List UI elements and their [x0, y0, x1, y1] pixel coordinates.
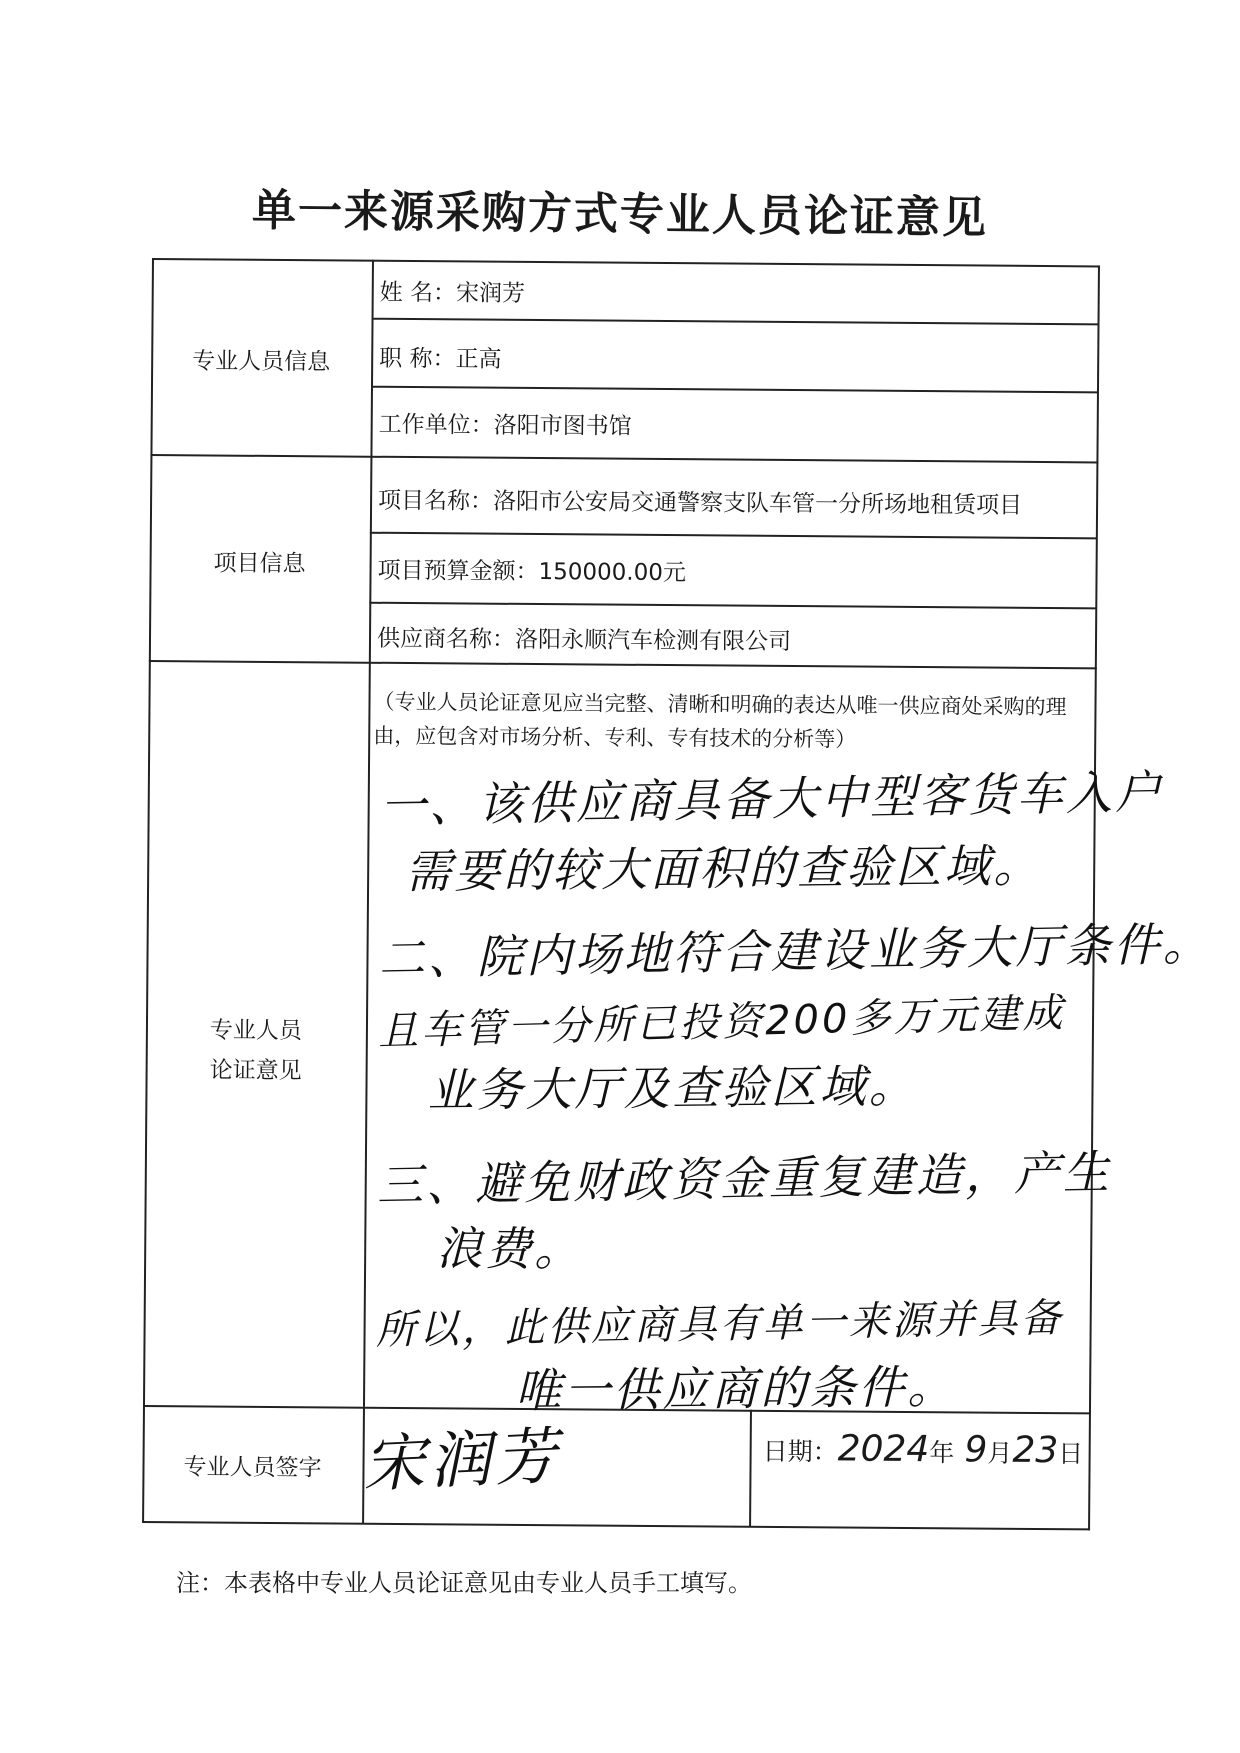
signature-label: 专业人员签字 — [183, 1454, 322, 1482]
row-divider-4 — [369, 602, 1096, 610]
year-label: 年 — [929, 1438, 955, 1468]
opinion-label — [145, 1010, 366, 1092]
page-title: 单一来源采购方式专业人员论证意见 — [251, 185, 989, 244]
date-year: 2024 — [837, 1428, 930, 1471]
employer-label: 工作单位： — [378, 411, 494, 439]
supplier-row — [377, 620, 791, 656]
handwritten-line: 一、该供应商具备大中型客货车入户 — [379, 764, 1165, 834]
opinion-instruction: （专业人员论证意见应当完整、清晰和明确的表达从唯一供应商处采购的理由，应包含对市场分析、专利、专有技术的分析等） — [373, 689, 1067, 752]
budget-row — [377, 552, 686, 587]
table-border-bottom — [142, 1521, 1090, 1530]
date-day: 23 — [1012, 1429, 1059, 1472]
divider-expert-project — [150, 454, 1098, 463]
supplier-value: 洛阳永顺汽车检测有限公司 — [514, 626, 792, 656]
handwritten-line: 业务大厅及查验区域。 — [427, 1058, 918, 1118]
date-label: 日期： — [762, 1436, 838, 1467]
handwritten-line: 浪费。 — [436, 1221, 584, 1277]
handwritten-line: 所以，此供应商具有单一来源并具备 — [375, 1295, 1065, 1354]
handwritten-line: 需要的较大面积的查验区域。 — [405, 838, 1043, 899]
handwritten-line: 二、院内场地符合建设业务大厅条件。 — [378, 916, 1213, 986]
professional-title-value: 正高 — [455, 346, 502, 373]
employer-value: 洛阳市图书馆 — [493, 412, 632, 440]
project-name-row — [378, 482, 1022, 520]
opinion-label-line1: 专业人员 — [209, 1017, 303, 1045]
professional-title-label: 职 称： — [379, 345, 456, 373]
row-divider-2 — [371, 386, 1098, 394]
project-name-value: 洛阳市公安局交通警察支队车管一分所场地租赁项目 — [492, 488, 1023, 519]
supplier-label: 供应商名称： — [376, 625, 516, 653]
budget-label: 项目预算金额： — [377, 557, 539, 586]
name-value: 宋润芳 — [455, 280, 526, 307]
employer-row — [379, 406, 632, 441]
footnote: 注：本表格中专业人员论证意见由专业人员手工填写。 — [176, 1569, 752, 1597]
date-divider — [749, 1410, 752, 1527]
handwritten-line: 三、避免财政资金重复建造，产生 — [376, 1144, 1113, 1213]
name-label: 姓 名： — [379, 279, 457, 307]
divider-project-opinion — [149, 660, 1097, 669]
opinion-label-line2: 论证意见 — [209, 1057, 302, 1085]
table-border-right — [1088, 265, 1100, 1530]
name-row — [380, 274, 526, 308]
table-border-top — [152, 258, 1100, 267]
professional-title-row — [379, 340, 502, 374]
date-field — [763, 1428, 1084, 1472]
project-name-label: 项目名称： — [377, 487, 494, 515]
row-divider-3 — [370, 532, 1097, 540]
project-info-label: 项目信息 — [213, 550, 306, 578]
month-label: 月 — [987, 1438, 1013, 1468]
row-divider-1 — [372, 318, 1099, 326]
table-border-left — [142, 258, 154, 1523]
date-month: 9 — [964, 1429, 988, 1471]
handwritten-line: 且车管一分所已投资200多万元建成 — [377, 990, 1066, 1055]
form-table — [142, 258, 1213, 1530]
handwritten-line: 唯一供应商的条件。 — [514, 1359, 957, 1418]
expert-info-label: 专业人员信息 — [192, 348, 331, 376]
day-label: 日 — [1058, 1439, 1084, 1469]
handwritten-signature: 宋润芳 — [361, 1419, 563, 1501]
column-divider — [363, 260, 374, 1407]
budget-value: 150000.00元 — [538, 559, 687, 587]
